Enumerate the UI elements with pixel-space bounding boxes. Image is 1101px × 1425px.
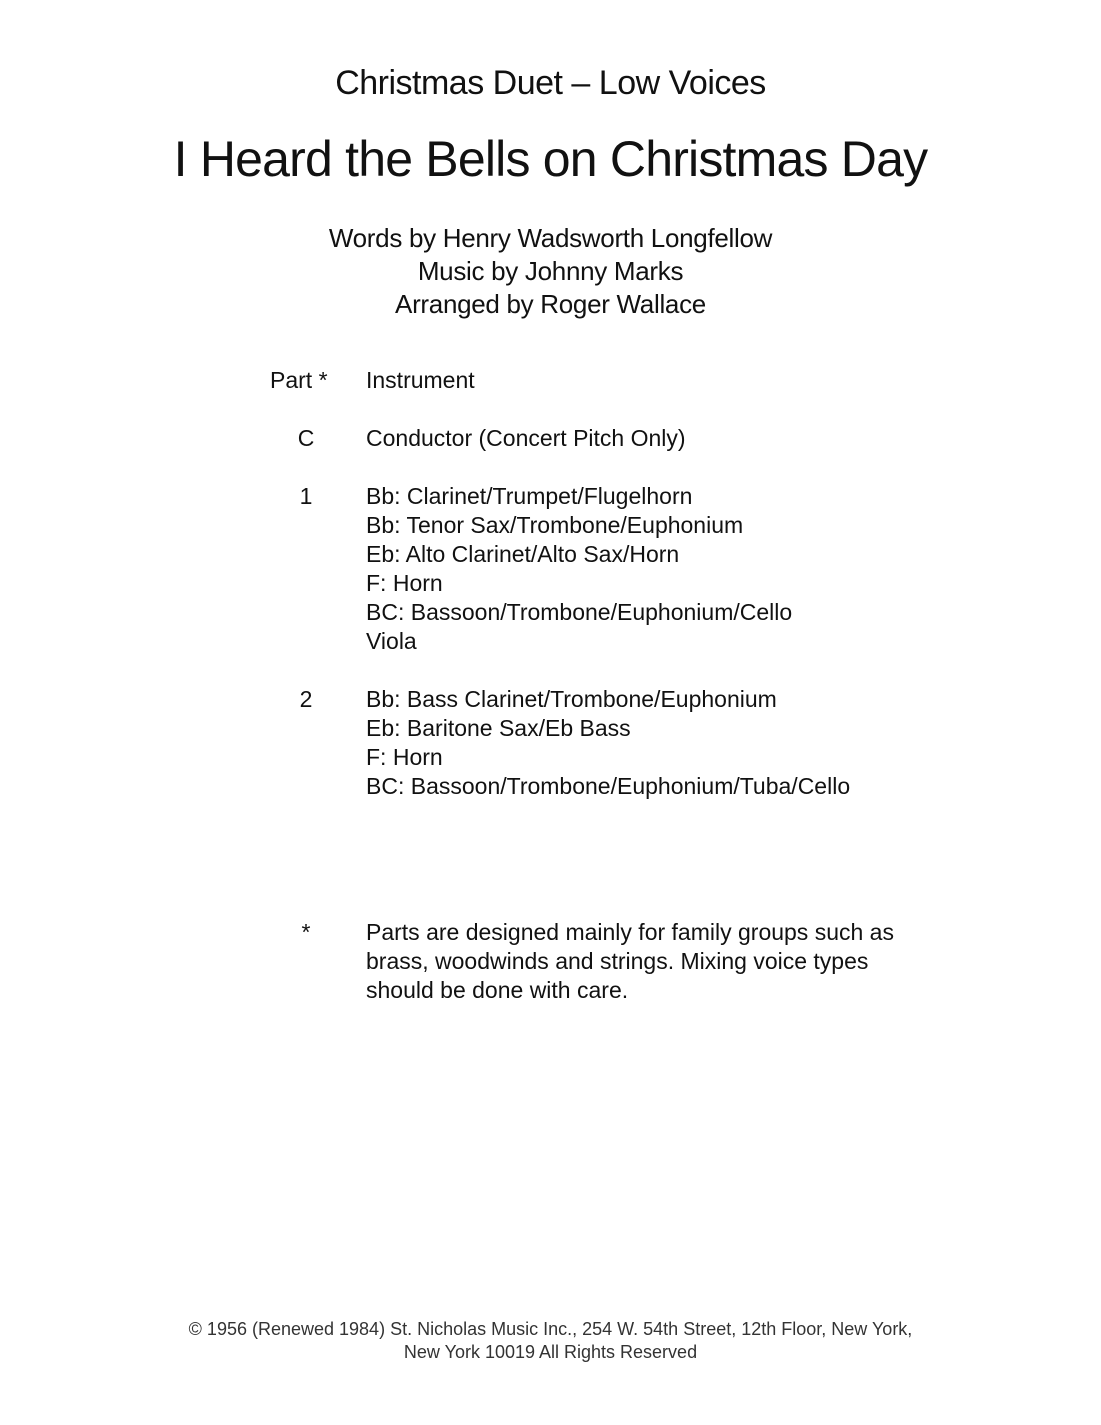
instrument-line: Eb: Baritone Sax/Eb Bass: [366, 715, 631, 741]
part-code: 2: [299, 686, 313, 712]
part-code: 1: [299, 483, 313, 509]
instrument-line: Bb: Bass Clarinet/Trombone/Euphonium: [366, 686, 777, 712]
footnote-line: brass, woodwinds and strings. Mixing voice types: [366, 948, 869, 974]
page-title: I Heard the Bells on Christmas Day: [173, 131, 928, 187]
credit-arranger: Arranged by Roger Wallace: [395, 289, 706, 319]
instrument-line: Viola: [366, 628, 417, 654]
credit-words: Words by Henry Wadsworth Longfellow: [328, 223, 773, 253]
footnote-text: [366, 918, 894, 1005]
footnote-line: should be done with care.: [366, 977, 629, 1003]
footnote-line: Parts are designed mainly for family groups such as: [366, 919, 894, 945]
credit-music: Music by Johnny Marks: [417, 256, 684, 286]
parts-table-header: [0, 366, 1101, 395]
part-code: C: [297, 425, 315, 451]
instrument-line: F: Horn: [366, 570, 443, 596]
part-group-2: [0, 685, 1101, 801]
header-instrument: Instrument: [366, 367, 475, 393]
copyright-line: New York 10019 All Rights Reserved: [403, 1342, 698, 1362]
instrument-line: Bb: Tenor Sax/Trombone/Euphonium: [366, 512, 744, 538]
subtitle: Christmas Duet – Low Voices: [335, 64, 766, 102]
parts-table: [0, 366, 1101, 799]
instrument-line: Eb: Alto Clarinet/Alto Sax/Horn: [366, 541, 680, 567]
instrument-line: BC: Bassoon/Trombone/Euphonium/Tuba/Cello: [366, 773, 851, 799]
copyright-notice: [0, 1318, 1101, 1364]
part-group-1: [0, 482, 1101, 656]
credits: [0, 222, 1101, 321]
footnote-mark: *: [301, 919, 311, 945]
instrument-line: Conductor (Concert Pitch Only): [366, 425, 686, 451]
instrument-line: F: Horn: [366, 744, 443, 770]
header-part: Part *: [270, 367, 328, 393]
part-group-c: [0, 424, 1101, 453]
instrument-line: BC: Bassoon/Trombone/Euphonium/Cello: [366, 599, 793, 625]
instrument-line: Bb: Clarinet/Trumpet/Flugelhorn: [366, 483, 693, 509]
copyright-line: © 1956 (Renewed 1984) St. Nicholas Music Inc., 254 W. 54th Street, 12th Floor, New York,: [188, 1319, 913, 1339]
